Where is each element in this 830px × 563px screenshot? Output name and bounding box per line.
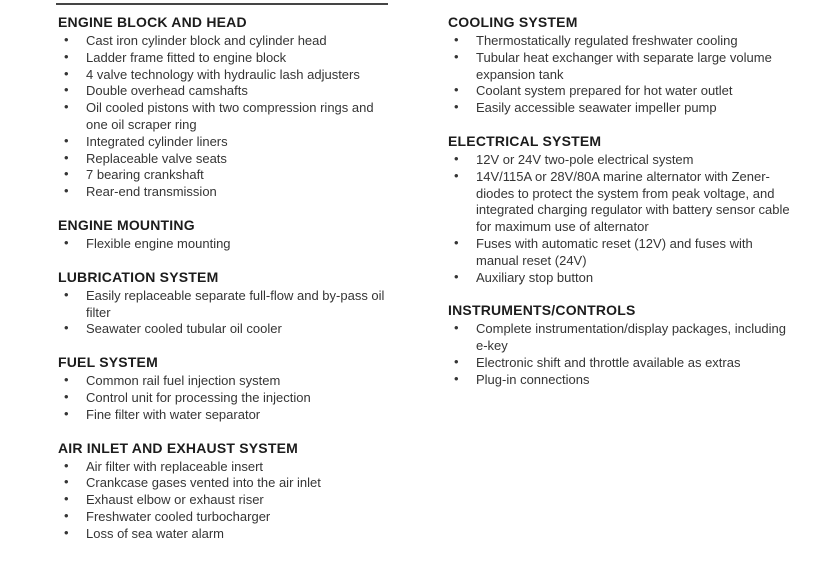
spec-item-text: Cast iron cylinder block and cylinder head — [86, 33, 327, 48]
spec-item — [58, 373, 398, 390]
spec-item-text: Air filter with replaceable insert — [86, 458, 264, 474]
section-title: COOLING SYSTEM — [448, 14, 578, 30]
spec-item — [58, 475, 398, 492]
bullet-icon: • — [64, 372, 69, 388]
spec-item — [58, 492, 398, 509]
spec-item-text: Complete instrumentation/display packages, including e-key — [476, 321, 787, 354]
bullet-icon: • — [454, 82, 459, 98]
bullet-icon: • — [454, 48, 459, 64]
bullet-icon: • — [64, 524, 69, 540]
bullet-icon: • — [64, 32, 69, 47]
spec-item — [448, 83, 794, 100]
section-title: ELECTRICAL SYSTEM — [448, 132, 602, 149]
bullet-icon: • — [64, 166, 69, 182]
bullet-icon: • — [454, 32, 459, 47]
top-divider-line — [56, 3, 388, 5]
bullet-icon: • — [64, 82, 69, 98]
section-air-inlet-and-exhaust-system — [58, 440, 398, 543]
spec-item — [448, 236, 794, 270]
spec-list — [58, 373, 398, 423]
spec-item — [58, 407, 398, 424]
spec-item — [448, 321, 794, 355]
section-lubrication-system — [58, 269, 398, 338]
spec-item — [448, 152, 794, 169]
spec-item-text: Ladder frame fitted to engine block — [86, 49, 287, 65]
spec-item-text: Rear-end transmission — [86, 184, 217, 200]
spec-item — [58, 236, 398, 253]
bullet-icon: • — [64, 183, 69, 199]
spec-item-text: Easily accessible seawater impeller pump — [476, 100, 717, 116]
spec-item — [58, 100, 398, 134]
left-column — [58, 14, 398, 543]
section-engine-mounting — [58, 217, 398, 253]
spec-item-text: Exhaust elbow or exhaust riser — [86, 492, 264, 508]
section-title: ENGINE BLOCK AND HEAD — [58, 14, 247, 30]
spec-item-text: 7 bearing crankshaft — [86, 167, 204, 183]
bullet-icon: • — [454, 370, 459, 386]
spec-list — [58, 236, 398, 253]
spec-item-text: Seawater cooled tubular oil cooler — [86, 321, 282, 337]
bullet-icon: • — [64, 405, 69, 421]
bullet-icon: • — [454, 150, 459, 166]
bullet-icon: • — [64, 457, 69, 473]
bullet-icon: • — [454, 353, 459, 369]
spec-item-text: Common rail fuel injection system — [86, 373, 281, 389]
bullet-icon: • — [64, 474, 69, 490]
spec-item-text: Crankcase gases vented into the air inlet — [86, 475, 321, 491]
spec-item — [448, 169, 794, 236]
bullet-icon: • — [64, 320, 69, 336]
bullet-icon: • — [64, 388, 69, 404]
bullet-icon: • — [64, 491, 69, 507]
spec-item-text: Fine filter with water separator — [86, 406, 261, 422]
spec-item — [58, 50, 398, 67]
bullet-icon: • — [64, 48, 69, 64]
spec-item-text: Coolant system prepared for hot water outlet — [476, 83, 733, 99]
spec-item — [58, 459, 398, 476]
bullet-icon: • — [64, 149, 69, 165]
spec-item-text: Replaceable valve seats — [86, 150, 227, 166]
bullet-icon: • — [454, 234, 459, 250]
section-title: FUEL SYSTEM — [58, 354, 158, 371]
spec-item — [58, 83, 398, 100]
spec-item-text: Control unit for processing the injection — [86, 389, 311, 405]
spec-item-text: 14V/115A or 28V/80A marine alternator with Zener-diodes to protect the system from peak voltage, and integrated charging regulator with battery sensor cable for maximum use of alternator — [476, 168, 790, 235]
spec-item-text: 12V or 24V two-pole electrical system — [476, 151, 694, 167]
spec-list — [448, 321, 794, 388]
section-title: INSTRUMENTS/CONTROLS — [448, 302, 636, 319]
bullet-icon: • — [454, 268, 459, 284]
spec-item-text: Auxiliary stop button — [476, 269, 594, 285]
spec-item — [58, 151, 398, 168]
spec-item-text: Fuses with automatic reset (12V) and fuses with manual reset (24V) — [476, 235, 753, 268]
spec-item — [58, 288, 398, 322]
spec-item — [58, 390, 398, 407]
right-column — [448, 14, 794, 389]
spec-list — [448, 33, 794, 117]
spec-list — [58, 459, 398, 543]
spec-list — [448, 152, 794, 286]
spec-item-text: Integrated cylinder liners — [86, 133, 228, 149]
spec-item-text: Flexible engine mounting — [86, 235, 231, 251]
spec-item-text: Thermostatically regulated freshwater cooling — [476, 33, 738, 48]
bullet-icon: • — [454, 320, 459, 336]
spec-item — [58, 526, 398, 543]
spec-item — [58, 67, 398, 84]
bullet-icon: • — [64, 507, 69, 523]
bullet-icon: • — [454, 99, 459, 115]
section-title: ENGINE MOUNTING — [58, 216, 195, 233]
section-electrical-system — [448, 133, 794, 286]
spec-item-text: Freshwater cooled turbocharger — [86, 508, 271, 524]
bullet-icon: • — [64, 286, 69, 302]
spec-item — [448, 270, 794, 287]
spec-item — [448, 355, 794, 372]
spec-item — [58, 184, 398, 201]
section-title: AIR INLET AND EXHAUST SYSTEM — [58, 439, 298, 456]
section-cooling-system — [448, 14, 794, 117]
spec-item-text: Easily replaceable separate full-flow and by-pass oil filter — [86, 287, 385, 320]
spec-item — [58, 321, 398, 338]
bullet-icon: • — [64, 99, 69, 115]
spec-item — [58, 33, 398, 50]
bullet-icon: • — [454, 167, 459, 183]
section-engine-block-and-head — [58, 14, 398, 201]
section-title: LUBRICATION SYSTEM — [58, 268, 219, 285]
spec-item-text: Plug-in connections — [476, 371, 590, 387]
spec-list — [58, 33, 398, 201]
spec-item — [448, 372, 794, 389]
spec-item — [58, 167, 398, 184]
bullet-icon: • — [64, 65, 69, 81]
spec-item-text: Loss of sea water alarm — [86, 525, 225, 541]
bullet-icon: • — [64, 132, 69, 148]
spec-item-text: Oil cooled pistons with two compression rings and one oil scraper ring — [86, 100, 374, 132]
spec-item — [448, 100, 794, 117]
spec-item — [448, 33, 794, 50]
spec-item-text: Double overhead camshafts — [86, 83, 248, 99]
spec-item-text: Tubular heat exchanger with separate large volume expansion tank — [476, 49, 772, 82]
section-instruments-controls — [448, 302, 794, 388]
spec-list — [58, 288, 398, 338]
spec-item — [448, 50, 794, 84]
bullet-icon: • — [64, 234, 69, 250]
spec-item — [58, 509, 398, 526]
spec-item — [58, 134, 398, 151]
spec-item-text: 4 valve technology with hydraulic lash adjusters — [86, 66, 360, 82]
spec-item-text: Electronic shift and throttle available as extras — [476, 354, 741, 370]
section-fuel-system — [58, 354, 398, 423]
